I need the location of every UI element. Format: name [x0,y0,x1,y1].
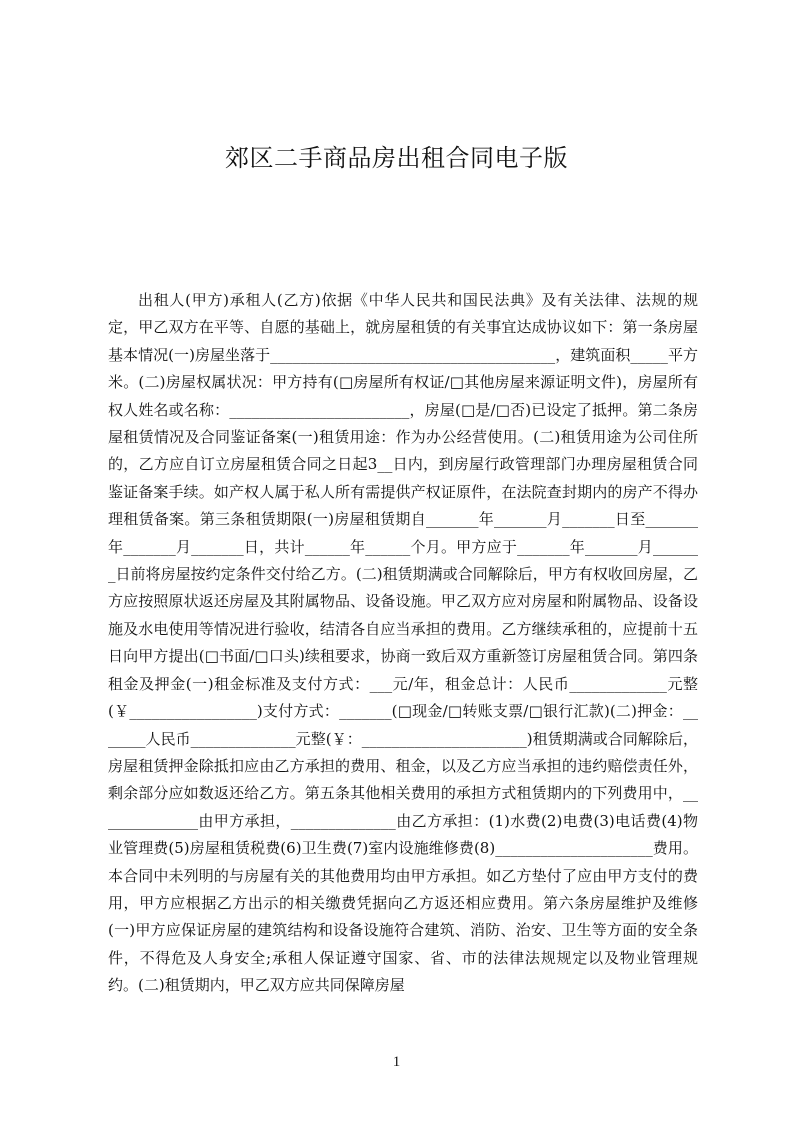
contract-body-text: 出租人(甲方)承租人(乙方)依据《中华人民共和国民法典》及有关法律、法规的规定，甲乙双方在平等、自愿的基础上，就房屋租赁的有关事宜达成协议如下：第一条房屋基本情况(一)房屋坐落于______________________________________，建筑面积_____平方米。(二)房屋权属状况：甲方持有(□房屋所有权证/□其他房屋来源证明文件)，房屋所有权人姓名或名称：________________________，房屋(□是/□否)已设定了抵押。第二条房屋租赁情况及合同鉴证备案(一)租赁用途：作为办公经营使用。(二)租赁用途为公司住所的，乙方应自订立房屋租赁合同之日起3__日内，到房屋行政管理部门办理房屋租赁合同鉴证备案手续。如产权人属于私人所有需提供产权证原件，在法院查封期内的房产不得办理租赁备案。第三条租赁期限(一)房屋租赁期自_______年_______月_______日至_______年_______月_______日，共计______年______个月。甲方应于_______年_______月_______日前将房屋按约定条件交付给乙方。(二)租赁期满或合同解除后，甲方有权收回房屋，乙方应按照原状返还房屋及其附属物品、设备设施。甲乙双方应对房屋和附属物品、设备设施及水电使用等情况进行验收，结清各自应当承担的费用。乙方继续承租的，应提前十五日向甲方提出(□书面/□口头)续租要求，协商一致后双方重新签订房屋租赁合同。第四条租金及押金(一)租金标准及支付方式：___元/年，租金总计：人民币_____________元整(￥_________________)支付方式：_______(□现金/□转账支票/□银行汇款)(二)押金：_______人民币______________元整(￥：______________________)租赁期满或合同解除后，房屋租赁押金除抵扣应由乙方承担的费用、租金，以及乙方应当承担的违约赔偿责任外，剩余部分应如数返还给乙方。第五条其他相关费用的承担方式租赁期内的下列费用中，______________由甲方承担，______________由乙方承担：(1)水费(2)电费(3)电话费(4)物业管理费(5)房屋租赁税费(6)卫生费(7)室内设施维修费(8)_____________________费用。本合同中未列明的与房屋有关的其他费用均由甲方承担。如乙方垫付了应由甲方支付的费用，甲方应根据乙方出示的相关缴费凭据向乙方返还相应费用。第六条房屋维护及维修(一)甲方应保证房屋的建筑结构和设备设施符合建筑、消防、治安、卫生等方面的安全条件，不得危及人身安全;承租人保证遵守国家、省、市的法律法规规定以及物业管理规约。(二)租赁期内，甲乙双方应共同保障房屋 [108,291,698,995]
document-title: 郊区二手商品房出租合同电子版 [225,144,568,172]
page-number: 1 [392,1054,401,1070]
